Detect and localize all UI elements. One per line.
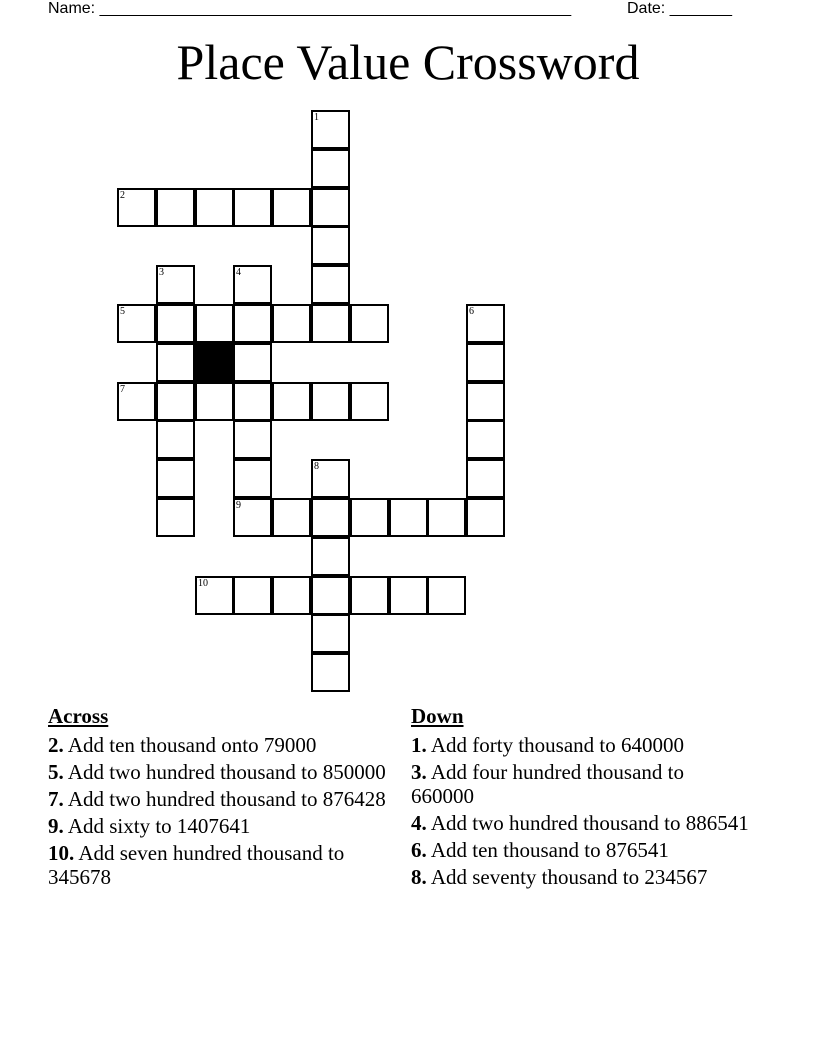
clue-text: Add two hundred thousand to 876428 xyxy=(67,787,386,811)
down-clue xyxy=(411,760,751,808)
answer-cell[interactable] xyxy=(466,382,505,421)
answer-cell[interactable] xyxy=(156,265,195,304)
answer-cell[interactable] xyxy=(389,576,428,615)
cell-number: 3 xyxy=(159,267,164,278)
cell-number: 6 xyxy=(469,306,474,317)
clue-text: Add seventy thousand to 234567 xyxy=(430,865,708,889)
date-field-label: Date: _______ xyxy=(627,0,732,17)
answer-cell[interactable] xyxy=(156,304,195,343)
clue-text: Add two hundred thousand to 850000 xyxy=(67,760,386,784)
answer-cell[interactable] xyxy=(311,653,350,692)
down-clue xyxy=(411,865,751,889)
across-clues xyxy=(48,704,388,892)
answer-cell[interactable] xyxy=(156,188,195,227)
answer-cell[interactable] xyxy=(466,304,505,343)
answer-cell[interactable] xyxy=(311,537,350,576)
cell-number: 4 xyxy=(236,267,241,278)
across-clue xyxy=(48,787,388,811)
answer-cell[interactable] xyxy=(156,498,195,537)
clue-text: Add ten thousand onto 79000 xyxy=(67,733,317,757)
clue-number: 1. xyxy=(411,733,427,757)
cell-number: 8 xyxy=(314,461,319,472)
across-clue xyxy=(48,841,388,889)
answer-cell[interactable] xyxy=(311,382,350,421)
answer-cell[interactable] xyxy=(233,498,272,537)
answer-cell[interactable] xyxy=(195,188,234,227)
clue-number: 4. xyxy=(411,811,427,835)
answer-cell[interactable] xyxy=(272,188,311,227)
answer-cell[interactable] xyxy=(195,304,234,343)
cell-number: 10 xyxy=(198,578,208,589)
answer-cell[interactable] xyxy=(389,498,428,537)
answer-cell[interactable] xyxy=(156,343,195,382)
clue-number: 3. xyxy=(411,760,427,784)
cell-number: 9 xyxy=(236,500,241,511)
answer-cell[interactable] xyxy=(233,343,272,382)
answer-cell[interactable] xyxy=(233,304,272,343)
answer-cell[interactable] xyxy=(156,459,195,498)
cell-number: 2 xyxy=(120,190,125,201)
answer-cell[interactable] xyxy=(350,304,389,343)
answer-cell[interactable] xyxy=(311,110,350,149)
clue-text: Add two hundred thousand to 886541 xyxy=(430,811,749,835)
name-field-label: Name: _____________________________________________________ xyxy=(48,0,572,17)
answer-cell[interactable] xyxy=(233,576,272,615)
answer-cell[interactable] xyxy=(350,576,389,615)
answer-cell[interactable] xyxy=(156,382,195,421)
answer-cell[interactable] xyxy=(117,188,156,227)
clue-number: 5. xyxy=(48,760,64,784)
answer-cell[interactable] xyxy=(466,343,505,382)
clue-text: Add seven hundred thousand to 345678 xyxy=(48,841,345,889)
answer-cell[interactable] xyxy=(311,304,350,343)
clue-number: 8. xyxy=(411,865,427,889)
answer-cell[interactable] xyxy=(272,382,311,421)
answer-cell[interactable] xyxy=(272,576,311,615)
across-clue xyxy=(48,733,388,757)
cell-number: 5 xyxy=(120,306,125,317)
answer-cell[interactable] xyxy=(233,382,272,421)
answer-cell[interactable] xyxy=(350,498,389,537)
answer-cell[interactable] xyxy=(350,382,389,421)
answer-cell[interactable] xyxy=(466,459,505,498)
page-title: Place Value Crossword xyxy=(176,34,640,90)
answer-cell[interactable] xyxy=(195,576,234,615)
answer-cell[interactable] xyxy=(311,576,350,615)
clue-number: 9. xyxy=(48,814,64,838)
clue-number: 6. xyxy=(411,838,427,862)
down-clues xyxy=(411,704,751,892)
answer-cell[interactable] xyxy=(427,498,466,537)
clue-number: 2. xyxy=(48,733,64,757)
answer-cell[interactable] xyxy=(233,459,272,498)
answer-cell[interactable] xyxy=(233,265,272,304)
answer-cell[interactable] xyxy=(233,188,272,227)
answer-cell[interactable] xyxy=(195,382,234,421)
answer-cell[interactable] xyxy=(311,226,350,265)
answer-cell[interactable] xyxy=(311,149,350,188)
answer-cell[interactable] xyxy=(311,459,350,498)
down-clue xyxy=(411,811,751,835)
answer-cell[interactable] xyxy=(311,265,350,304)
answer-cell[interactable] xyxy=(272,498,311,537)
answer-cell[interactable] xyxy=(466,498,505,537)
blocked-cell xyxy=(195,343,234,382)
across-clue xyxy=(48,760,388,784)
answer-cell[interactable] xyxy=(117,304,156,343)
down-heading: Down xyxy=(411,704,464,728)
clue-text: Add sixty to 1407641 xyxy=(67,814,251,838)
down-clue xyxy=(411,733,751,757)
answer-cell[interactable] xyxy=(156,420,195,459)
cell-number: 1 xyxy=(314,112,319,123)
answer-cell[interactable] xyxy=(466,420,505,459)
answer-cell[interactable] xyxy=(117,382,156,421)
clue-text: Add forty thousand to 640000 xyxy=(430,733,684,757)
answer-cell[interactable] xyxy=(311,188,350,227)
cell-number: 7 xyxy=(120,384,125,395)
answer-cell[interactable] xyxy=(272,304,311,343)
clue-number: 7. xyxy=(48,787,64,811)
answer-cell[interactable] xyxy=(427,576,466,615)
answer-cell[interactable] xyxy=(311,614,350,653)
clue-text: Add four hundred thousand to 660000 xyxy=(411,760,684,808)
answer-cell[interactable] xyxy=(233,420,272,459)
answer-cell[interactable] xyxy=(311,498,350,537)
across-clue xyxy=(48,814,388,838)
clue-number: 10. xyxy=(48,841,75,865)
across-heading: Across xyxy=(48,704,109,728)
down-clue xyxy=(411,838,751,862)
clue-text: Add ten thousand to 876541 xyxy=(430,838,669,862)
